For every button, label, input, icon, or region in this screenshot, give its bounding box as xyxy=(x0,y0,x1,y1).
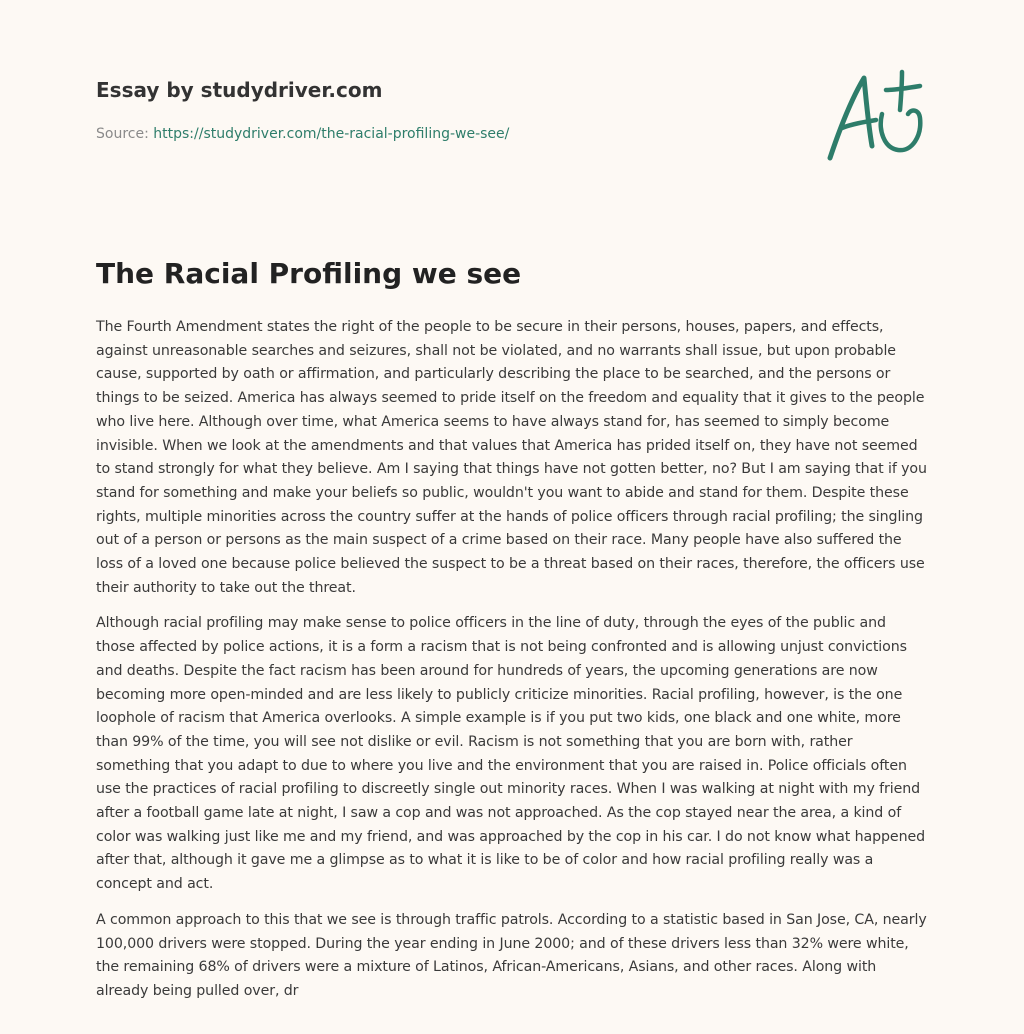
a-plus-grade-icon xyxy=(820,68,930,168)
essay-paragraph: Although racial profiling may make sense to police officers in the line of duty, through the eyes of the public and those affected by police actions, it is a form a racism that is not being confronted and is allowing unjust convictions and deaths. Despite the fact racism has been around for hundreds of years, the upcoming generations are now becoming more open-minded and are less likely to publicly criticize minorities. Racial profiling, however, is the one loophole of racism that America overlooks. A simple example is if you put two kids, one black and one white, more than 99% of the time, you will see not dislike or evil. Racism is not something that you are born with, rather something that you adapt to due to where you live and the environment that you are raised in. Police officials often use the practices of racial profiling to discreetly single out minority races. When I was walking at night with my friend after a football game late at night, I saw a cop and was not approached. As the cop stayed near the area, a kind of color was walking just like me and my friend, and was approached by the cop in his car. I do not know what happened after that, although it gave me a glimpse as to what it is like to be of color and how racial profiling really was a concept and act. xyxy=(96,615,925,893)
source-label: Source: xyxy=(96,126,154,142)
essay-title: The Racial Profiling we see xyxy=(96,257,522,290)
site-title: Essay by studydriver.com xyxy=(96,78,383,102)
essay-body xyxy=(96,316,928,1016)
site-header xyxy=(96,76,796,144)
source-line xyxy=(96,124,796,144)
essay-paragraph: A common approach to this that we see is through traffic patrols. According to a statistic based in San Jose, CA, nearly 100,000 drivers were stopped. During the year ending in June 2000; and of these drivers less than 32% were white, the remaining 68% of drivers were a mixture of Latinos, African-Americans, Asians, and other races. Along with already being pulled over, dr xyxy=(96,911,927,999)
essay-paragraph: The Fourth Amendment states the right of the people to be secure in their persons, houses, papers, and effects, against unreasonable searches and seizures, shall not be violated, and no warrants shall issue, but upon probable cause, supported by oath or affirmation, and particularly describing the place to be searched, and the persons or things to be seized. America has always seemed to pride itself on the freedom and equality that it gives to the people who live here. Although over time, what America seems to have always stand for, has seemed to simply become invisible. When we look at the amendments and that values that America has prided itself on, they have not seemed to stand strongly for what they believe. Am I saying that things have not gotten better, no? But I am saying that if you stand for something and make your beliefs so public, wouldn't you want to abide and stand for them. Despite these rights, multiple minorities across the country suffer at the hands of police officers through racial profiling; the singling out of a person or persons as the main suspect of a crime based on their race. Many people have also suffered the loss of a loved one because police believed the suspect to be a threat based on their races, therefore, the officers use their authority to take out the threat. xyxy=(96,319,927,596)
source-link[interactable]: https://studydriver.com/the-racial-profiling-we-see/ xyxy=(153,126,510,142)
